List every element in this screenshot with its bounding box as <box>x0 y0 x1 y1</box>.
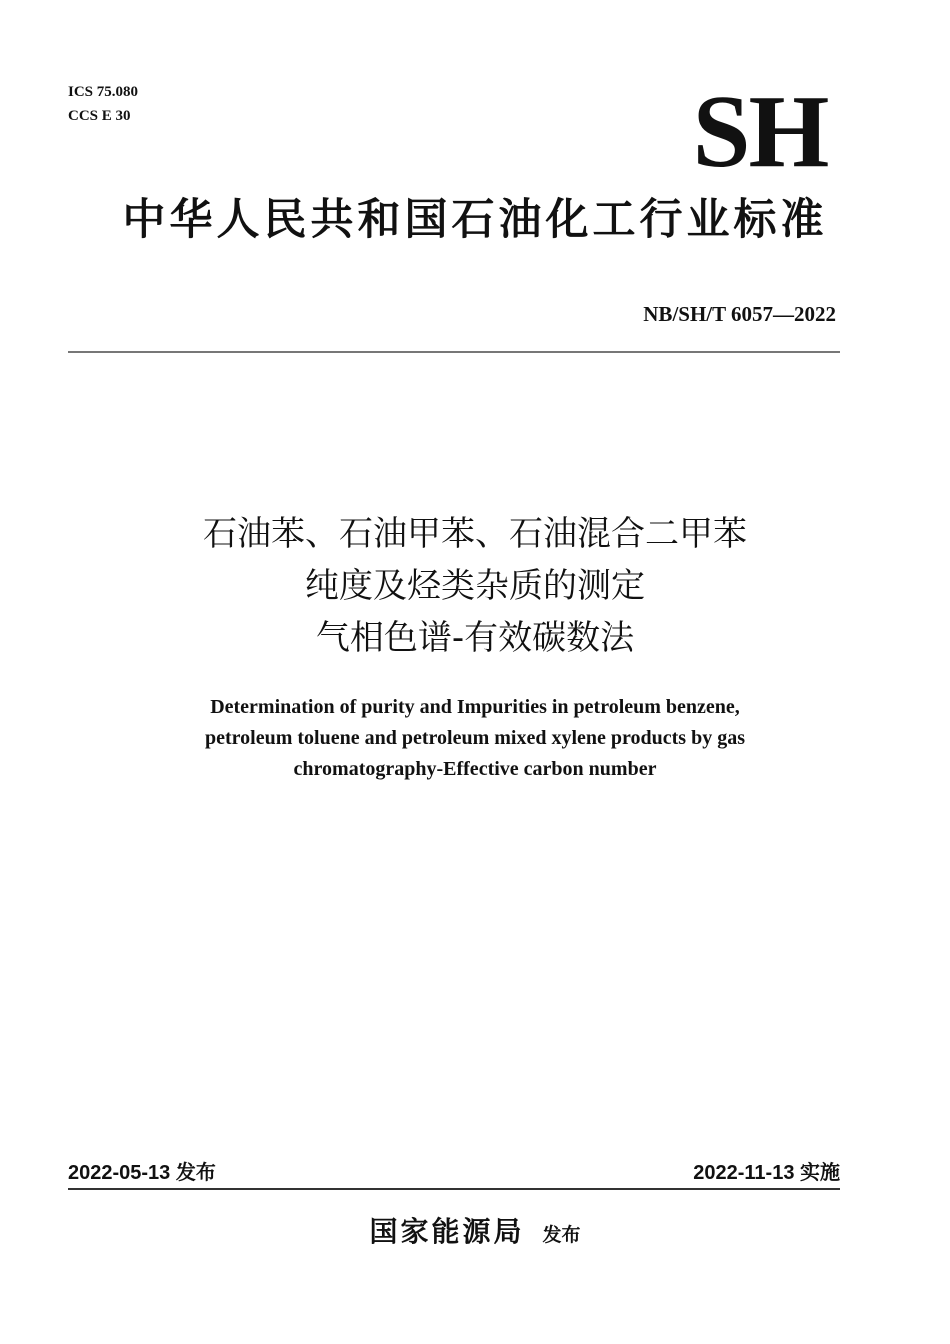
issuer-suffix: 发布 <box>542 1224 581 1246</box>
issue-date: 2022-05-13 发布 <box>68 1162 216 1184</box>
implementation-date: 2022-11-13 实施 <box>693 1162 840 1184</box>
date-row <box>68 1158 840 1190</box>
document-title-cn <box>80 508 870 664</box>
ics-code: ICS 75.080 <box>68 84 139 100</box>
issuer <box>200 1212 750 1255</box>
standard-number: NB/SH/T 6057—2022 <box>643 302 836 326</box>
cn-title-line-1: 石油苯、石油甲苯、石油混合二甲苯 <box>203 514 747 554</box>
cn-title-line-2: 纯度及烃类杂质的测定 <box>305 566 645 606</box>
ccs-code: CCS E 30 <box>68 108 131 124</box>
classification-codes <box>68 80 138 128</box>
document-title-en <box>80 692 870 785</box>
cn-title-line-3: 气相色谱-有效碳数法 <box>315 618 635 658</box>
en-title-line-2: petroleum toluene and petroleum mixed xylene products by gas <box>204 727 745 749</box>
en-title-line-3: chromatography-Effective carbon number <box>293 758 657 780</box>
standard-category-title: 中华人民共和国石油化工行业标准 <box>122 195 828 245</box>
header-divider <box>68 351 840 353</box>
issuer-name: 国家能源局 <box>369 1215 525 1248</box>
en-title-line-1: Determination of purity and Impurities in petroleum benzene, <box>210 696 740 718</box>
sh-logo: SH <box>692 74 828 189</box>
